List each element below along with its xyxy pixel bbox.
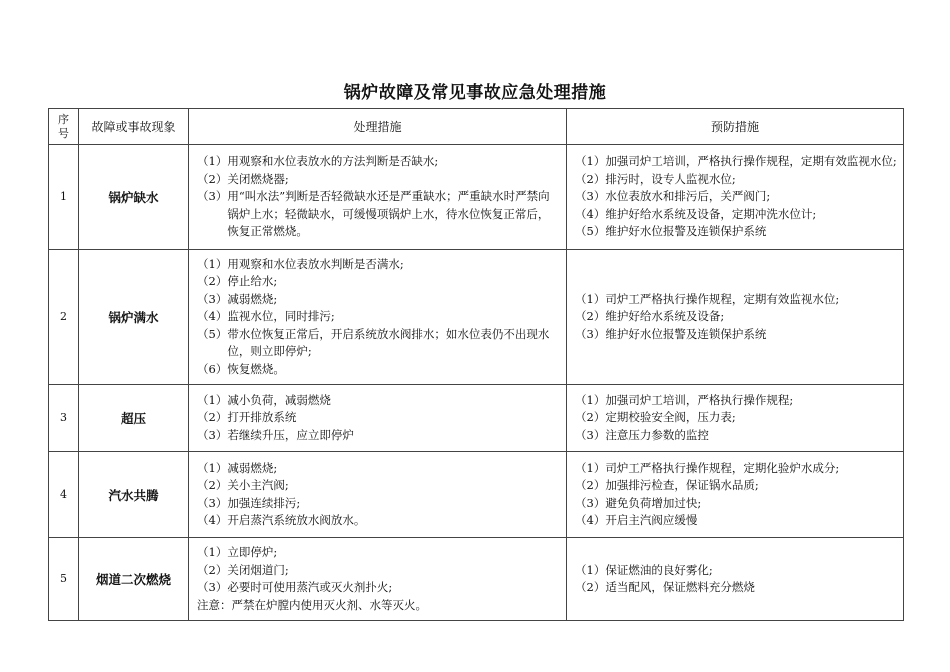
handling-item-number: （1） [197, 460, 228, 475]
handling-item-text: 减弱燃烧; [227, 291, 278, 306]
handling-item [197, 477, 560, 495]
handling-item [197, 153, 560, 171]
handling-item [197, 579, 560, 597]
handling-item-text: 关闭燃烧器; [227, 171, 289, 186]
document-title: 锅炉故障及常见事故应急处理措施 [343, 83, 607, 103]
handling-item-text: 带水位恢复正常后，开启系统放水阀排水；如水位表仍不出现水位，则立即停炉; [227, 326, 550, 359]
header-handling: 处理措施 [189, 109, 567, 145]
handling-item [197, 171, 560, 189]
row-prevention [567, 452, 904, 538]
handling-item [197, 188, 560, 241]
handling-item-number: （5） [197, 326, 228, 341]
row-seq: 3 [49, 385, 79, 452]
handling-item-text: 加强连续排污; [227, 495, 301, 510]
handling-item [197, 409, 560, 427]
prevention-item: （2）排污时，设专人监视水位; [575, 171, 736, 186]
row-phenomenon: 汽水共腾 [79, 452, 189, 538]
prevention-item: （1）加强司炉工培训，严格执行操作规程，定期有效监视水位; [575, 154, 897, 169]
row-prevention [567, 538, 904, 621]
prevention-item: （3）注意压力参数的监控 [575, 427, 709, 442]
prevention-item: （3）维护好水位报警及连锁保护系统 [575, 326, 767, 341]
handling-item-number: （3） [197, 580, 228, 594]
row-handling [189, 538, 567, 621]
prevention-item: （3）水位表放水和排污后，关严阀门; [575, 189, 771, 204]
handling-item-text: 关闭烟道门; [227, 562, 289, 577]
prevention-item: （1）加强司炉工培训，严格执行操作规程; [575, 392, 794, 407]
header-prevention: 预防措施 [567, 109, 904, 145]
prevention-item: （2）加强排污检查，保证锅水品质; [575, 478, 759, 492]
handling-item-number: （1） [197, 392, 228, 407]
table-row [49, 452, 904, 538]
prevention-item: （1）司炉工严格执行操作规程，定期有效监视水位; [575, 291, 840, 306]
handling-item-text: 关小主汽阀; [227, 478, 289, 492]
handling-item-text: 用“叫水法”判断是否轻微缺水还是严重缺水；严重缺水时严禁向锅炉上水；轻微缺水，可缓慢项锅炉上水，待水位恢复正常后，恢复正常燃烧。 [227, 189, 550, 239]
prevention-item: （1）保证燃油的良好雾化; [575, 562, 713, 577]
handling-item-text: 恢复燃烧。 [227, 361, 285, 376]
handling-item-number: （2） [197, 562, 228, 577]
handling-item-text: 用观察和水位表放水判断是否满水; [227, 256, 404, 271]
handling-item-number: （4） [197, 513, 228, 527]
handling-item-text: 立即停炉; [227, 545, 278, 559]
header-phenomenon: 故障或事故现象 [79, 109, 189, 145]
handling-item-text: 严禁在炉膛内使用灭火剂、水等灭火。 [231, 597, 427, 612]
handling-item-number: （3） [197, 189, 228, 204]
row-handling [189, 452, 567, 538]
prevention-item: （4）维护好给水系统及设备，定期冲洗水位计; [575, 206, 817, 221]
row-phenomenon: 锅炉满水 [79, 250, 189, 385]
row-phenomenon: 烟道二次燃烧 [79, 538, 189, 621]
prevention-item: （2）维护好给水系统及设备; [575, 309, 725, 324]
table-row [49, 385, 904, 452]
handling-item-text: 打开排放系统 [227, 410, 297, 425]
handling-item [197, 392, 560, 410]
prevention-item: （5）维护好水位报警及连锁保护系统 [575, 224, 767, 239]
handling-item [197, 495, 560, 513]
row-handling [189, 385, 567, 452]
header-seq [49, 109, 79, 145]
handling-item [197, 544, 560, 562]
header-seq-text [58, 113, 69, 140]
handling-item [197, 308, 560, 326]
handling-item-text: 减小负荷，减弱燃烧 [227, 392, 331, 407]
handling-item-number: （2） [197, 171, 228, 186]
header-seq-part: 号 [58, 126, 69, 140]
row-prevention [567, 385, 904, 452]
handling-item-number: （1） [197, 154, 228, 169]
handling-item-text: 若继续升压，应立即停炉 [227, 427, 354, 442]
prevention-item: （1）司炉工严格执行操作规程，定期化验炉水成分; [575, 460, 840, 475]
handling-item [197, 512, 560, 530]
handling-item-number: （4） [197, 309, 228, 324]
header-seq-part: 序 [58, 112, 69, 126]
prevention-item: （2）定期校验安全阀，压力表; [575, 410, 736, 425]
row-seq: 5 [49, 538, 79, 621]
handling-item-number: （1） [197, 545, 228, 559]
handling-item-number: （6） [197, 361, 228, 376]
handling-item-number: （2） [197, 274, 228, 289]
row-prevention [567, 145, 904, 250]
handling-item-text: 开启蒸汽系统放水阀放水。 [227, 513, 366, 527]
handling-item-number: （3） [197, 291, 228, 306]
emergency-measures-table [48, 108, 904, 621]
table-row [49, 538, 904, 621]
prevention-item: （3）避免负荷增加过快; [575, 495, 702, 510]
handling-item [197, 427, 560, 445]
handling-item-number: （1） [197, 256, 228, 271]
handling-item [197, 597, 560, 615]
prevention-item: （4）开启主汽阀应缓慢 [575, 513, 698, 527]
handling-item [197, 326, 560, 361]
table-row [49, 250, 904, 385]
handling-item-text: 减弱燃烧; [227, 460, 278, 475]
table-row [49, 145, 904, 250]
handling-item-text: 停止给水; [227, 274, 278, 289]
handling-item [197, 273, 560, 291]
row-seq: 4 [49, 452, 79, 538]
handling-item [197, 460, 560, 478]
handling-item [197, 562, 560, 580]
handling-item-text: 用观察和水位表放水的方法判断是否缺水; [227, 154, 439, 169]
row-seq: 2 [49, 250, 79, 385]
handling-item-number: （2） [197, 410, 228, 425]
handling-item-text: 监视水位，同时排污; [227, 309, 335, 324]
handling-item [197, 256, 560, 274]
handling-item-number: （3） [197, 495, 228, 510]
row-phenomenon: 超压 [79, 385, 189, 452]
prevention-item: （2）适当配风，保证燃料充分燃烧 [575, 580, 755, 594]
handling-item [197, 361, 560, 379]
header-row [49, 109, 904, 145]
row-seq: 1 [49, 145, 79, 250]
handling-item-number: 注意： [197, 597, 232, 612]
handling-item [197, 291, 560, 309]
row-handling [189, 145, 567, 250]
row-prevention [567, 250, 904, 385]
row-phenomenon: 锅炉缺水 [79, 145, 189, 250]
row-handling [189, 250, 567, 385]
handling-item-number: （3） [197, 427, 228, 442]
handling-item-text: 必要时可使用蒸汽或灭火剂扑火; [227, 580, 393, 594]
handling-item-number: （2） [197, 478, 228, 492]
